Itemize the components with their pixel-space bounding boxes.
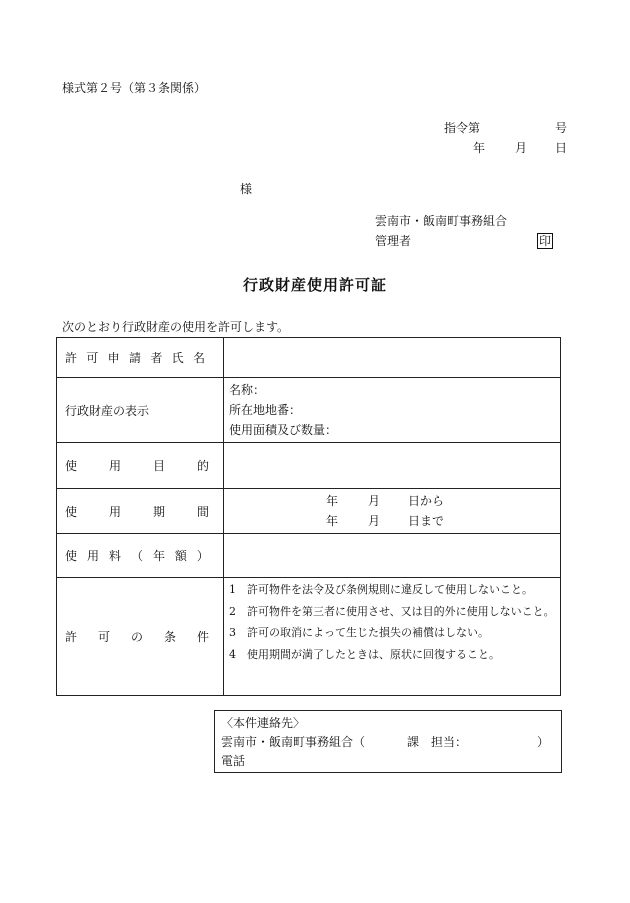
- contact-box: [214, 710, 562, 773]
- period-from-day: 日から: [408, 494, 445, 508]
- intro-text: 次のとおり行政財産の使用を許可します。: [62, 320, 290, 334]
- label-char: 名: [192, 351, 205, 365]
- period-label: [57, 489, 224, 534]
- fee-label: [57, 534, 224, 578]
- table-row: [57, 443, 561, 489]
- label-char: 許: [65, 351, 78, 365]
- period-to-year: 年: [326, 514, 339, 528]
- label-char: 的: [196, 459, 209, 473]
- condition-item: 3 許可の取消によって生じた損失の補償はしない。: [229, 626, 489, 639]
- spread-text: [65, 457, 223, 474]
- spread-text: [65, 628, 223, 645]
- date-month: 月: [515, 141, 528, 155]
- period-from-year: 年: [326, 494, 339, 508]
- label-char: 使: [65, 504, 78, 519]
- conditions-value-cell: [224, 578, 561, 696]
- label-char: 条: [163, 630, 176, 644]
- label-char: 額: [174, 549, 187, 563]
- recipient-suffix: 様: [240, 182, 253, 196]
- table-row: [57, 378, 561, 443]
- date-year: 年: [473, 141, 486, 155]
- applicant-label: [57, 338, 224, 378]
- property-name-label: 名称：: [229, 383, 266, 397]
- property-label: 行政財産の表示: [57, 378, 224, 443]
- directive-suffix: 号: [555, 121, 568, 135]
- contact-heading: 〈本件連絡先〉: [221, 716, 306, 730]
- label-char: 請: [128, 351, 141, 365]
- label-char: 間: [196, 504, 209, 519]
- table-row: [57, 489, 561, 534]
- contact-close: ）: [537, 735, 550, 749]
- table-row: [57, 534, 561, 578]
- property-area-label: 使用面積及び数量：: [229, 423, 338, 437]
- label-char: 可: [86, 351, 99, 365]
- label-char: 氏: [171, 351, 184, 365]
- label-char: 用: [108, 459, 121, 473]
- permit-table: [56, 337, 561, 696]
- table-row: [57, 338, 561, 378]
- label-char: 用: [86, 549, 99, 563]
- condition-item: 2 許可物件を第三者に使用させ、又は目的外に使用しないこと。: [229, 604, 555, 618]
- label-char: 件: [196, 630, 209, 644]
- period-to: [224, 511, 560, 531]
- issuer-title: 管理者: [375, 234, 412, 248]
- condition-item: 4 使用期間が満了したときは、原状に回復すること。: [229, 647, 500, 661]
- label-char: 年: [152, 549, 165, 563]
- conditions-label: [57, 578, 224, 696]
- fee-value-cell[interactable]: [224, 534, 561, 578]
- contact-org: 雲南市・飯南町事務組合（: [221, 735, 366, 749]
- page-title: 行政財産使用許可証: [242, 276, 387, 294]
- period-value-cell[interactable]: [224, 489, 561, 534]
- label-char: 申: [107, 351, 120, 365]
- date-day: 日: [555, 141, 568, 155]
- label-char: 目: [152, 459, 165, 473]
- purpose-label: [57, 443, 224, 489]
- period-from: [224, 491, 560, 511]
- label-char: （: [130, 549, 143, 563]
- condition-item: 1 許可物件を法令及び条例規則に違反して使用しないこと。: [229, 583, 533, 596]
- spread-text: [65, 503, 223, 520]
- period-to-day: 日まで: [408, 514, 445, 528]
- period-to-month: 月: [368, 514, 381, 528]
- property-value-cell[interactable]: [224, 378, 561, 443]
- contact-phone-label: 電話: [221, 754, 246, 768]
- spread-text: [65, 349, 223, 366]
- label-char: 使: [65, 459, 78, 473]
- label-char: ）: [196, 549, 209, 563]
- label-char: 使: [65, 549, 78, 563]
- label-char: 者: [150, 351, 163, 365]
- applicant-value-cell[interactable]: [224, 338, 561, 378]
- purpose-value-cell[interactable]: [224, 443, 561, 489]
- table-row: [57, 578, 561, 696]
- directive-prefix: 指令第: [444, 121, 481, 135]
- spread-text: [65, 547, 223, 564]
- issuer-org: 雲南市・飯南町事務組合: [375, 214, 508, 228]
- property-location-label: 所在地地番：: [229, 403, 302, 417]
- label-char: 用: [108, 504, 121, 519]
- label-char: 期: [152, 504, 165, 519]
- form-number: 様式第２号（第３条関係）: [62, 81, 207, 95]
- contact-org-line: [221, 733, 561, 752]
- contact-section: 課 担当：: [407, 735, 468, 749]
- label-char: 料: [108, 549, 121, 563]
- period-from-month: 月: [368, 494, 381, 508]
- seal-mark: 印: [539, 234, 552, 248]
- label-char: 可: [97, 630, 110, 644]
- label-char: 許: [65, 630, 78, 644]
- label-char: の: [130, 630, 143, 644]
